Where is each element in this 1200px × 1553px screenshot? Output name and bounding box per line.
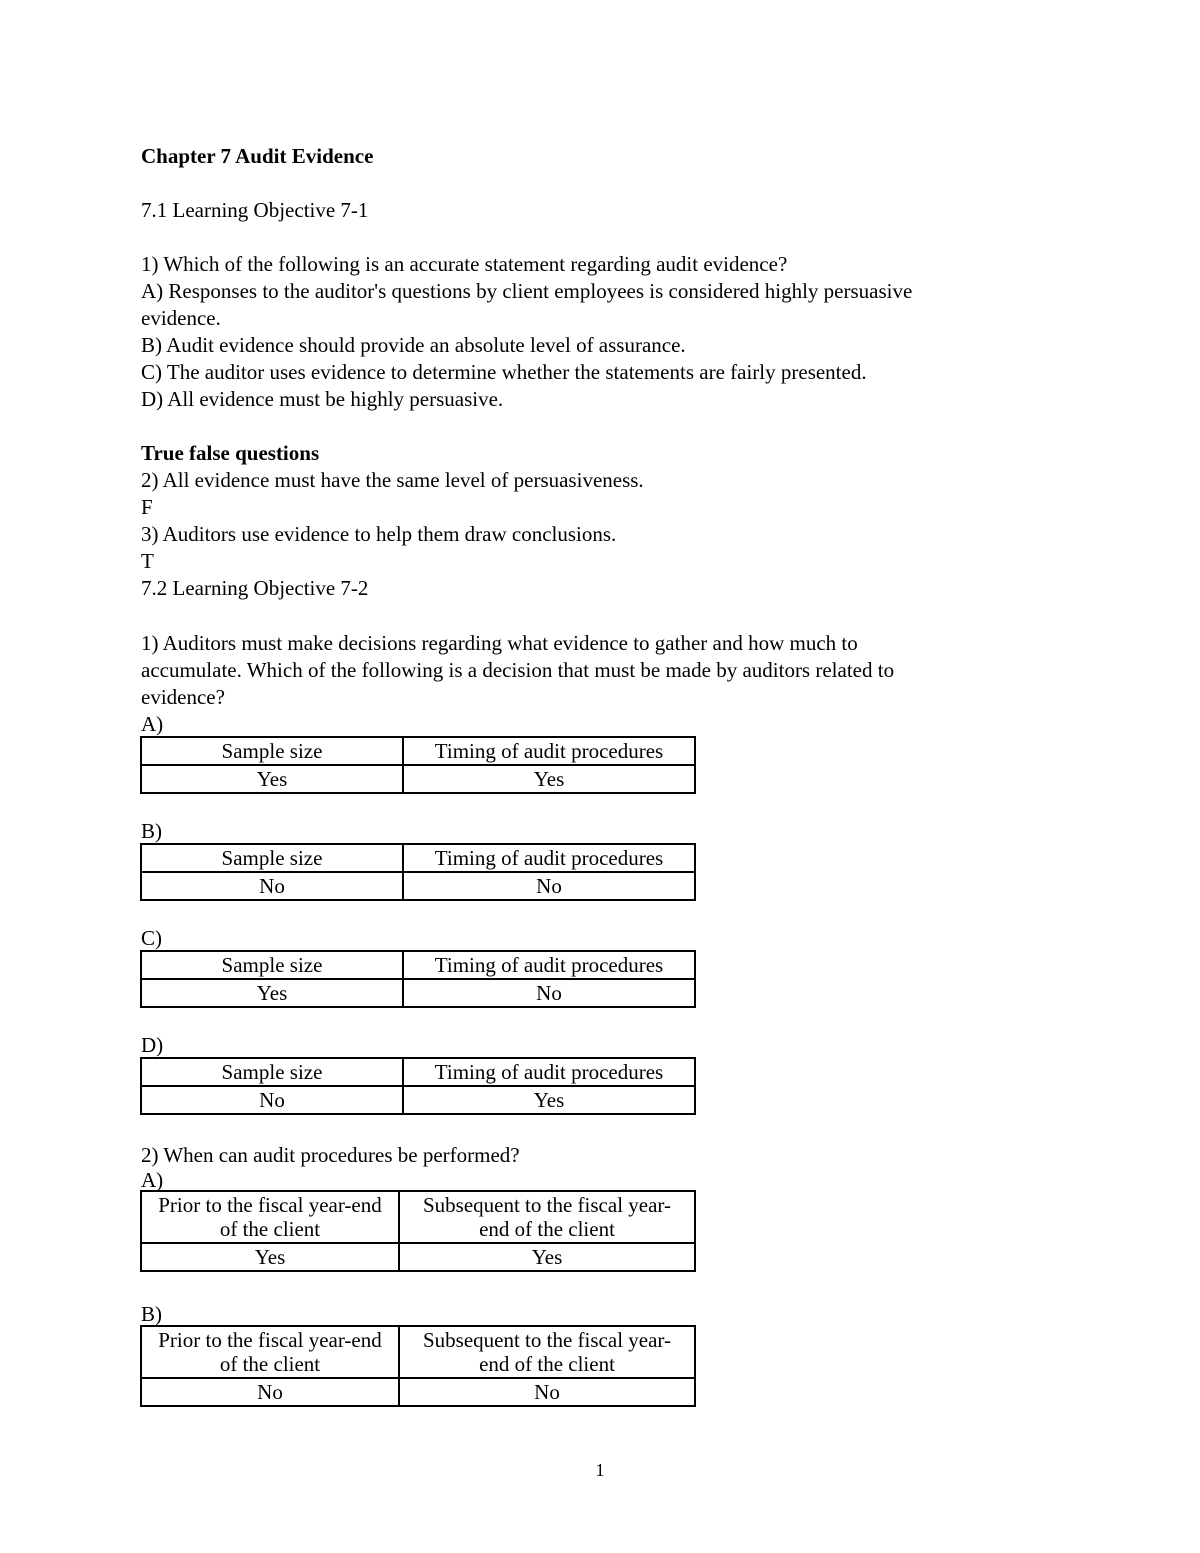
chapter-title: Chapter 7 Audit Evidence <box>141 144 374 168</box>
table-cell: No <box>141 1086 403 1114</box>
table-cell: No <box>141 1378 399 1406</box>
column-header: Subsequent to the fiscal year- end of the client <box>399 1326 695 1378</box>
column-header: Timing of audit procedures <box>403 951 695 979</box>
option-table <box>140 736 696 794</box>
table-cell: No <box>403 872 695 900</box>
option-b: B) Audit evidence should provide an absolute level of assurance. <box>141 333 686 357</box>
tf-answer-2: F <box>141 495 153 519</box>
tf-answer-3: T <box>141 549 154 573</box>
option-table <box>140 1057 696 1115</box>
true-false-heading: True false questions <box>141 441 320 465</box>
option-a: A) Responses to the auditor's questions by client employees is considered highly persuasive <box>141 279 913 303</box>
column-header: Timing of audit procedures <box>403 844 695 872</box>
section-heading-7-1: 7.1 Learning Objective 7-1 <box>141 198 369 222</box>
table-cell: Yes <box>403 765 695 793</box>
option-label: B) <box>141 819 162 843</box>
table-cell: Yes <box>141 765 403 793</box>
option-d: D) All evidence must be highly persuasive. <box>141 387 504 411</box>
section-heading-7-2: 7.2 Learning Objective 7-2 <box>141 576 369 600</box>
column-header: Sample size <box>141 737 403 765</box>
column-header: Sample size <box>141 844 403 872</box>
tf-question-3: 3) Auditors use evidence to help them draw conclusions. <box>141 522 617 546</box>
tf-question-2: 2) All evidence must have the same level of persuasiveness. <box>141 468 644 492</box>
option-label: A) <box>141 1168 164 1192</box>
column-header: Prior to the fiscal year-end of the client <box>141 1191 399 1243</box>
question-stem-line-3: evidence? <box>141 685 225 709</box>
column-header: Timing of audit procedures <box>403 1058 695 1086</box>
option-label: A) <box>141 712 164 736</box>
table-cell: Yes <box>141 1243 399 1271</box>
table-cell: No <box>399 1378 695 1406</box>
option-table <box>140 1190 696 1272</box>
column-header: Timing of audit procedures <box>403 737 695 765</box>
table-cell: Yes <box>399 1243 695 1271</box>
column-header: Sample size <box>141 1058 403 1086</box>
question-stem-line-2: accumulate. Which of the following is a decision that must be made by auditors related to <box>141 658 895 682</box>
question-stem: 2) When can audit procedures be performed? <box>141 1143 520 1167</box>
option-label: C) <box>141 926 162 950</box>
column-header: Prior to the fiscal year-end of the client <box>141 1326 399 1378</box>
column-header: Sample size <box>141 951 403 979</box>
option-label: B) <box>141 1302 162 1326</box>
page-number: 1 <box>595 1460 605 1480</box>
question-stem: 1) Which of the following is an accurate statement regarding audit evidence? <box>141 252 788 276</box>
table-cell: No <box>403 979 695 1007</box>
question-stem: 1) Auditors must make decisions regarding what evidence to gather and how much to <box>141 631 858 655</box>
table-cell: No <box>141 872 403 900</box>
table-cell: Yes <box>403 1086 695 1114</box>
option-a-continued: evidence. <box>141 306 221 330</box>
option-c: C) The auditor uses evidence to determine whether the statements are fairly presented. <box>141 360 867 384</box>
column-header: Subsequent to the fiscal year- end of the client <box>399 1191 695 1243</box>
option-table <box>140 843 696 901</box>
option-label: D) <box>141 1033 164 1057</box>
option-table <box>140 1325 696 1407</box>
option-table <box>140 950 696 1008</box>
table-cell: Yes <box>141 979 403 1007</box>
